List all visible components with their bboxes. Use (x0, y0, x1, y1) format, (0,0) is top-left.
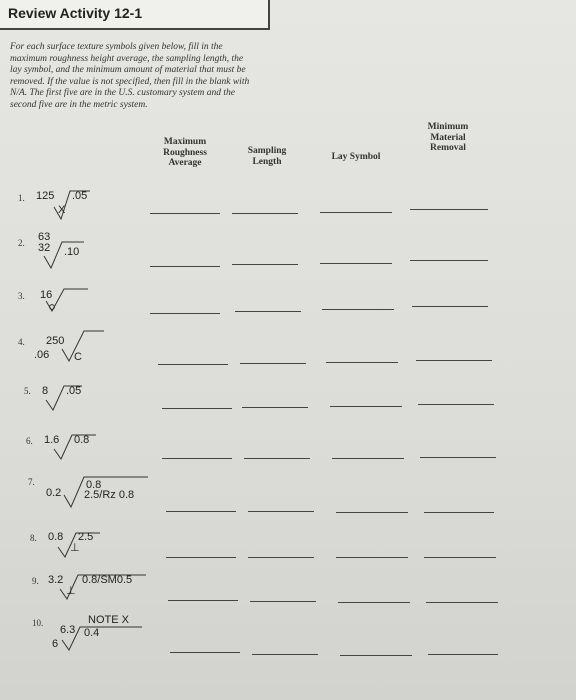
col-lay-line1: Lay Symbol (331, 152, 381, 162)
answer-blank-lay[interactable] (338, 602, 410, 603)
answer-blank-lay[interactable] (320, 212, 392, 213)
answer-blank-sampling[interactable] (252, 654, 318, 655)
roughness-value: 1.6 (44, 434, 60, 446)
problem-number: 8. (30, 533, 37, 543)
problem-number: 6. (26, 436, 33, 446)
sampling-value: 0.4 (84, 627, 100, 639)
answer-blank-material[interactable] (410, 209, 488, 210)
problem-number: 7. (28, 477, 35, 487)
roughness-max-value: 63 (38, 231, 51, 243)
sampling-value: 0.8 (86, 479, 102, 491)
answer-blank-roughness[interactable] (170, 652, 240, 653)
answer-blank-sampling[interactable] (248, 557, 314, 558)
surface-symbol-icon (60, 626, 146, 656)
answer-blank-roughness[interactable] (168, 600, 238, 601)
col-min-material-line1: Minimum (427, 122, 469, 132)
answer-blank-material[interactable] (426, 602, 498, 603)
answer-blank-material[interactable] (416, 360, 492, 361)
lay-value: X (58, 204, 66, 216)
answer-blank-material[interactable] (424, 512, 494, 513)
answer-blank-sampling[interactable] (240, 363, 306, 364)
problem-number: 10. (32, 618, 44, 628)
roughness-cutoff-value: 2.5/Rz 0.8 (84, 489, 135, 501)
answer-blank-sampling[interactable] (232, 213, 298, 214)
problem-number: 9. (32, 576, 39, 586)
problem-number: 5. (24, 386, 31, 396)
roughness-value: 125 (36, 190, 55, 202)
answer-blank-lay[interactable] (322, 309, 394, 310)
note-label: NOTE X (88, 614, 129, 626)
sampling-value: .10 (64, 246, 80, 258)
roughness-value: 8 (42, 385, 49, 397)
answer-blank-roughness[interactable] (166, 557, 236, 558)
answer-blank-sampling[interactable] (244, 458, 310, 459)
answer-blank-material[interactable] (412, 306, 488, 307)
roughness-value: 0.8 (48, 531, 64, 543)
problem-number: 4. (18, 337, 25, 347)
answer-blank-roughness[interactable] (162, 408, 232, 409)
answer-blank-roughness[interactable] (162, 458, 232, 459)
roughness-min-value: .06 (34, 349, 50, 361)
sampling-value: .05 (72, 190, 88, 202)
col-lay-symbol (316, 152, 396, 163)
sampling-value: .05 (66, 385, 82, 397)
col-max-roughness (150, 137, 220, 169)
answer-blank-material[interactable] (424, 557, 496, 558)
answer-blank-roughness[interactable] (150, 213, 220, 214)
answer-blank-sampling[interactable] (232, 264, 298, 265)
answer-blank-material[interactable] (428, 654, 498, 655)
roughness-value: 0.2 (46, 487, 62, 499)
roughness-max-value: 250 (46, 335, 65, 347)
answer-blank-material[interactable] (418, 404, 494, 405)
roughness-value: 3.2 (48, 574, 64, 586)
answer-blank-roughness[interactable] (166, 511, 236, 512)
col-sampling-length (232, 146, 302, 167)
surface-symbol-icon (62, 329, 108, 369)
answer-blank-sampling[interactable] (235, 311, 301, 312)
answer-blank-lay[interactable] (326, 362, 398, 363)
answer-blank-sampling[interactable] (250, 601, 316, 602)
roughness-min-value: 6 (52, 638, 59, 650)
problem-number: 1. (18, 193, 25, 203)
answer-blank-material[interactable] (410, 260, 488, 261)
col-max-roughness-line2: Roughness (163, 147, 207, 158)
title-box (0, 0, 270, 30)
lay-value: ⊥ (70, 542, 80, 554)
surface-symbol-icon (46, 287, 92, 317)
answer-blank-lay[interactable] (320, 263, 392, 264)
col-min-material (408, 122, 488, 154)
sampling-value: 2.5 (78, 531, 94, 543)
page-title: Review Activity 12-1 (8, 5, 143, 21)
roughness-max-value: 6.3 (60, 624, 76, 636)
col-max-roughness-line3: Average (168, 158, 202, 168)
problem-number: 3. (18, 291, 25, 301)
answer-blank-lay[interactable] (336, 512, 408, 513)
answer-blank-lay[interactable] (330, 406, 402, 407)
problem-number: 2. (18, 238, 25, 248)
lay-value: ⊥ (66, 585, 76, 597)
answer-blank-roughness[interactable] (150, 313, 220, 314)
answer-blank-lay[interactable] (336, 557, 408, 558)
answer-blank-roughness[interactable] (158, 364, 228, 365)
sampling-value: 0.8 (74, 434, 90, 446)
answer-blank-sampling[interactable] (242, 407, 308, 408)
answer-blank-roughness[interactable] (150, 266, 220, 267)
col-min-material-line3: Removal (430, 143, 466, 153)
col-sampling-line1: Sampling (247, 146, 287, 156)
sampling-value: 0.8/SM0.5 (82, 574, 133, 586)
answer-blank-lay[interactable] (340, 655, 412, 656)
roughness-value: 16 (40, 289, 53, 301)
answer-blank-lay[interactable] (332, 458, 404, 459)
answer-blank-material[interactable] (420, 457, 496, 458)
col-max-roughness-line1: Maximum (163, 137, 207, 147)
instructions-text: For each surface texture symbols given below, fill in the maximum roughness height average, the sampling length, the lay symbol, and the minimum amount of material that must be removed. If the value is not specified, then fill in the blank with N/A. The first five are in the U.S. customary system and the second five are in the metric system. (10, 42, 250, 110)
lay-value: C (74, 351, 82, 363)
col-min-material-line2: Material (430, 132, 466, 143)
answer-blank-sampling[interactable] (248, 511, 314, 512)
roughness-min-value: 32 (38, 242, 51, 254)
col-sampling-line2: Length (252, 156, 282, 167)
